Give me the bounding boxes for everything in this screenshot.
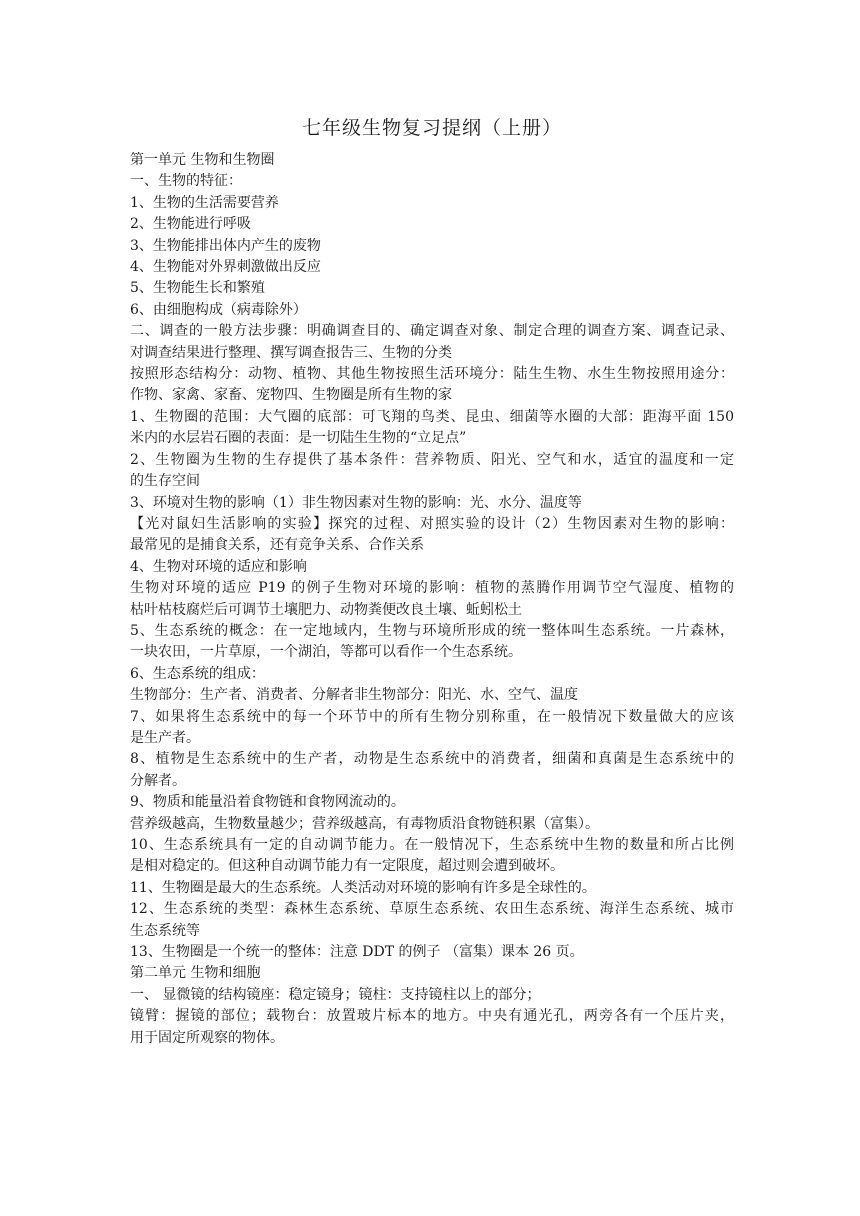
text-line: 【光对鼠妇生活影响的实验】探究的过程、对照实验的设计（2）生物因素对生物的影响： xyxy=(130,515,734,532)
text-line: 生态系统等 xyxy=(130,922,200,939)
text-line: 作物、家禽、家畜、宠物四、生物圈是所有生物的家 xyxy=(130,387,452,404)
text-line: 是相对稳定的。但这种自动调节能力有一定限度，超过则会遭到破坏。 xyxy=(130,858,564,875)
text-line: 二、调查的一般方法步骤：明确调查目的、确定调查对象、制定合理的调查方案、调查记录、 xyxy=(130,323,734,340)
text-line: 一块农田，一片草原，一个湖泊，等都可以看作一个生态系统。 xyxy=(130,644,522,661)
text-line: 第二单元 生物和细胞 xyxy=(130,965,261,982)
text-line: 6、生态系统的组成： xyxy=(130,665,265,682)
text-line: 营养级越高，生物数量越少；营养级越高，有毒物质沿食物链积累（富集）。 xyxy=(130,815,599,832)
text-line: 对调查结果进行整理、撰写调查报告三、生物的分类 xyxy=(130,344,452,361)
text-line: 按照形态结构分：动物、植物、其他生物按照生活环境分：陆生生物、水生生物按照用途分： xyxy=(130,366,734,383)
text-line: 1、生物圈的范围：大气圈的底部：可飞翔的鸟类、昆虫、细菌等水圈的大部：距海平面 150 xyxy=(130,408,734,425)
document-body xyxy=(130,150,734,1049)
text-line: 镜臂：握镜的部位；载物台：放置玻片标本的地方。中央有通光孔，两旁各有一个压片夹， xyxy=(130,1008,734,1025)
text-line: 5、生态系统的概念：在一定地域内，生物与环境所形成的统一整体叫生态系统。一片森林， xyxy=(130,622,734,639)
text-line: 11、生物圈是最大的生态系统。人类活动对环境的影响有许多是全球性的。 xyxy=(130,879,596,896)
text-line: 生物对环境的适应 P19 的例子生物对环境的影响：植物的蒸腾作用调节空气湿度、植物的 xyxy=(130,580,734,597)
text-line: 2、生物圈为生物的生存提供了基本条件：营养物质、阳光、空气和水，适宜的温度和一定 xyxy=(130,451,734,468)
text-line: 9、物质和能量沿着食物链和食物网流动的。 xyxy=(130,794,405,811)
text-line: 1、生物的生活需要营养 xyxy=(130,194,279,211)
text-line: 2、生物能进行呼吸 xyxy=(130,216,251,233)
text-line: 4、生物对环境的适应和影响 xyxy=(130,558,307,575)
text-line: 是生产者。 xyxy=(130,729,200,746)
text-line: 5、生物能生长和繁殖 xyxy=(130,280,265,297)
text-line: 第一单元 生物和生物圈 xyxy=(130,152,275,168)
text-line: 最常见的是捕食关系，还有竞争关系、合作关系 xyxy=(130,537,424,554)
text-line: 一、 显微镜的结构镜座：稳定镜身；镜柱：支持镜柱以上的部分； xyxy=(130,986,541,1003)
text-line: 6、由细胞构成（病毒除外） xyxy=(130,301,307,318)
text-line: 8、植物是生态系统中的生产者，动物是生态系统中的消费者，细菌和真菌是生态系统中的 xyxy=(130,751,734,768)
text-line: 3、环境对生物的影响（1）非生物因素对生物的影响：光、水分、温度等 xyxy=(130,494,582,511)
text-line: 13、生物圈是一个统一的整体：注意 DDT 的例子 （富集）课本 26 页。 xyxy=(130,944,584,961)
text-line: 的生存空间 xyxy=(130,473,200,490)
text-line: 一、生物的特征： xyxy=(130,173,242,190)
text-line: 米内的水层岩石圈的表面：是一切陆生生物的“立足点” xyxy=(130,430,467,447)
document-title: 七年级生物复习提纲（上册） xyxy=(301,117,562,139)
text-line: 3、生物能排出体内产生的废物 xyxy=(130,237,321,254)
text-line: 7、如果将生态系统中的每一个环节中的所有生物分别称重，在一般情况下数量做大的应该 xyxy=(130,708,734,725)
text-line: 4、生物能对外界刺激做出反应 xyxy=(130,259,321,276)
text-line: 枯叶枯枝腐烂后可调节土壤肥力、动物粪便改良土壤、蚯蚓松土 xyxy=(130,601,522,618)
text-line: 分解者。 xyxy=(130,772,186,789)
text-line: 12、生态系统的类型：森林生态系统、草原生态系统、农田生态系统、海洋生态系统、城市 xyxy=(130,901,734,918)
text-line: 生物部分：生产者、消费者、分解者非生物部分：阳光、水、空气、温度 xyxy=(130,687,578,704)
text-line: 10、生态系统具有一定的自动调节能力。在一般情况下，生态系统中生物的数量和所占比例 xyxy=(130,837,734,853)
text-line: 用于固定所观察的物体。 xyxy=(130,1029,284,1046)
